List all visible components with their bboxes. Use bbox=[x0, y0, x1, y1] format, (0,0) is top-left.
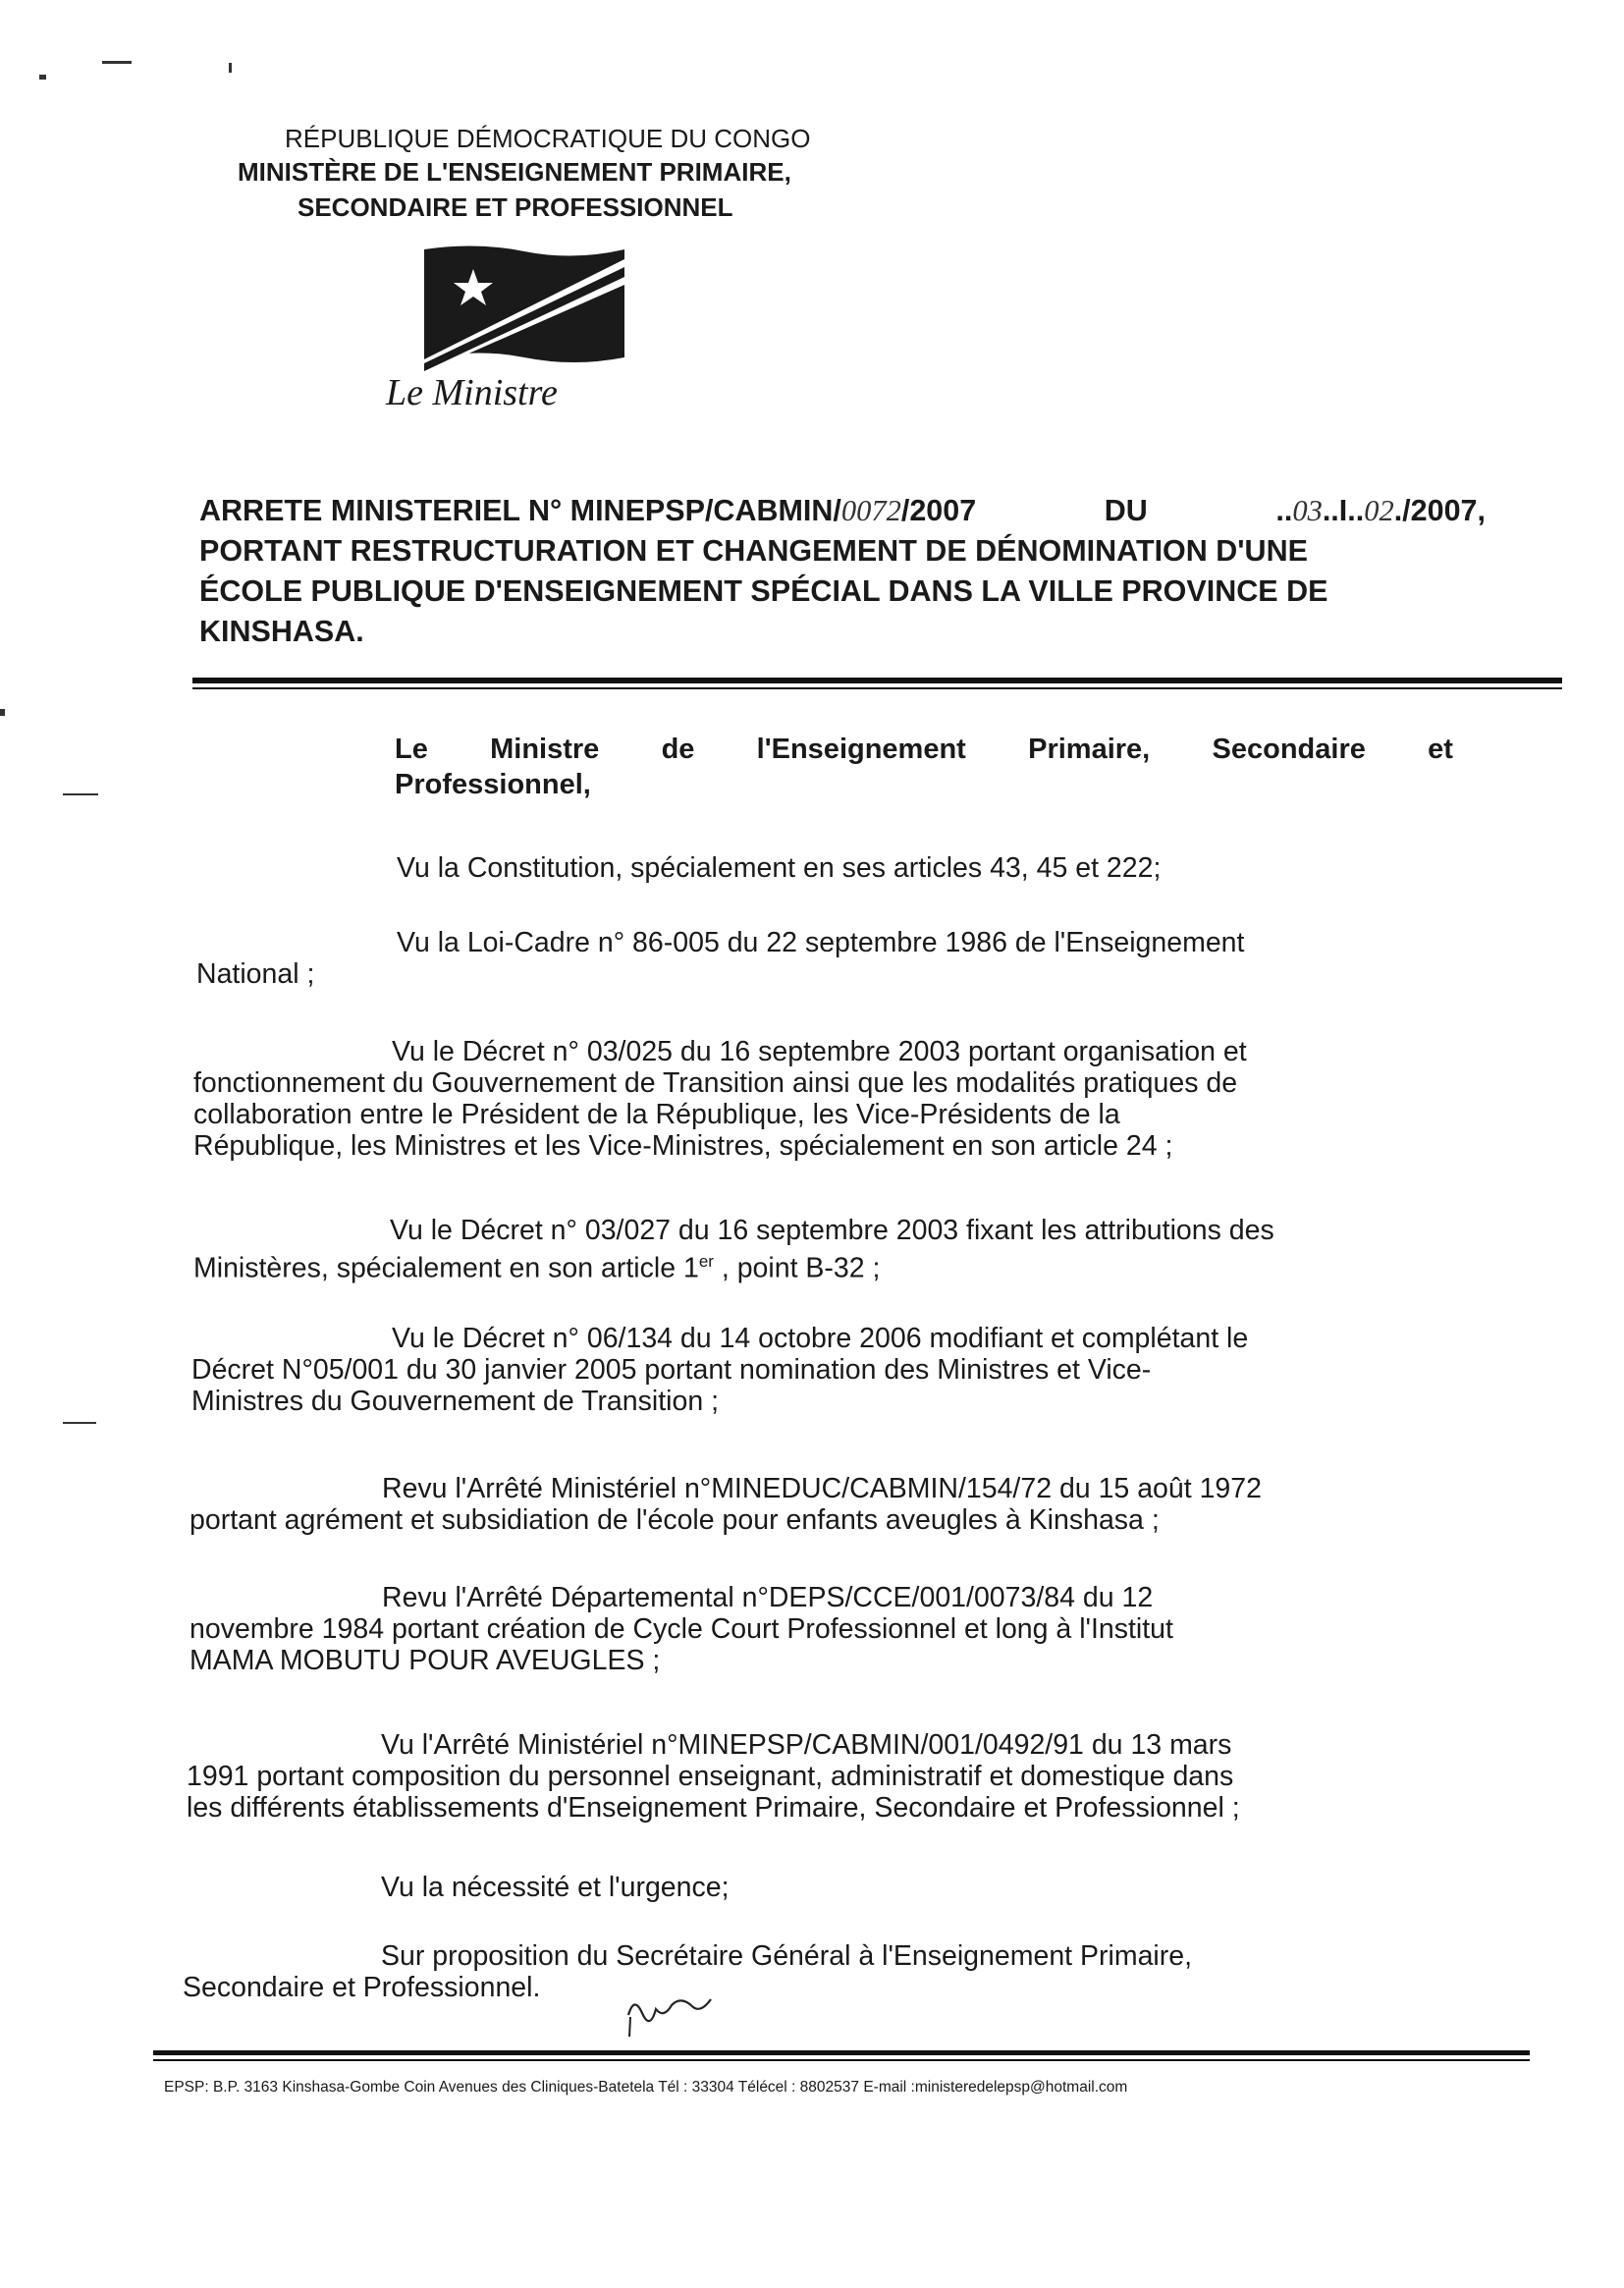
decree-title bbox=[199, 491, 1486, 652]
recital-decret-03-025: Vu le Décret n° 03/025 du 16 septembre 2003 portant organisation et fonctionnement du Gouvernement de Transition ainsi que les modalités pratiques de collaboration entre le Président de la République, les Vice-Présidents de la République, les Ministres et les Vice-Ministres, spécialement en son article 24 ; bbox=[193, 1036, 1247, 1162]
scan-speck bbox=[102, 61, 132, 64]
country-name: RÉPUBLIQUE DÉMOCRATIQUE DU CONGO bbox=[285, 124, 811, 153]
date-year: /2007, bbox=[1402, 494, 1486, 527]
decree-date: ..03..I..02./2007, bbox=[1275, 494, 1486, 527]
issuer-line-1: Le Ministre de l'Enseignement Primaire, Secondaire et bbox=[395, 734, 1453, 765]
title-divider-thin bbox=[192, 687, 1562, 689]
scan-speck bbox=[63, 1422, 96, 1424]
minister-label: Le Ministre bbox=[386, 372, 558, 413]
recital-loi-cadre-line1: Vu la Loi-Cadre n° 86-005 du 22 septembre 1986 de l'Enseignement bbox=[397, 927, 1245, 958]
footer-divider bbox=[153, 2050, 1530, 2055]
recital-arrete-deps: Revu l'Arrêté Départemental n°DEPS/CCE/001/0073/84 du 12 novembre 1984 portant création de Cycle Court Professionnel et long à l'Institut MAMA MOBUTU POUR AVEUGLES ; bbox=[189, 1582, 1173, 1676]
decree-number bbox=[199, 491, 976, 531]
ministry-name-line1: MINISTÈRE DE L'ENSEIGNEMENT PRIMAIRE, bbox=[238, 157, 791, 187]
recital-loi-cadre-line2: National ; bbox=[196, 958, 315, 990]
drc-flag-icon bbox=[416, 242, 630, 377]
scan-speck bbox=[63, 793, 98, 795]
recital-arrete-0492-91: Vu l'Arrêté Ministériel n°MINEPSP/CABMIN/001/0492/91 du 13 mars 1991 portant composition du personnel enseignant, administratif et domestique dans les différents établissements d'Enseignement Primaire, Secondaire et Professionnel ; bbox=[187, 1729, 1240, 1824]
scan-speck bbox=[229, 63, 232, 73]
title-line-2: PORTANT RESTRUCTURATION ET CHANGEMENT DE DÉNOMINATION D'UNE bbox=[199, 534, 1308, 568]
ministry-name-line2: SECONDAIRE ET PROFESSIONNEL bbox=[298, 192, 733, 222]
recital-decret-06-134: Vu le Décret n° 06/134 du 14 octobre 2006 modifiant et complétant le Décret N°05/001 du 30 janvier 2005 portant nomination des Ministres et Vice- Ministres du Gouvernement de Transition ; bbox=[191, 1323, 1249, 1417]
decree-prefix: ARRETE MINISTERIEL N° MINEPSP/CABMIN/ bbox=[199, 494, 841, 527]
title-line-1 bbox=[199, 491, 1486, 531]
footer-divider-thin bbox=[153, 2059, 1530, 2061]
scan-speck bbox=[39, 75, 46, 80]
recital-arrete-154-72: Revu l'Arrêté Ministériel n°MINEDUC/CABMIN/154/72 du 15 août 1972 portant agrément et subsidiation de l'école pour enfants aveugles à Kinshasa ; bbox=[189, 1473, 1262, 1536]
title-line-4: KINSHASA. bbox=[199, 615, 364, 648]
scan-speck bbox=[0, 709, 5, 716]
recital-constitution: Vu la Constitution, spécialement en ses articles 43, 45 et 222; bbox=[397, 852, 1162, 884]
title-line-3: ÉCOLE PUBLIQUE D'ENSEIGNEMENT SPÉCIAL DANS LA VILLE PROVINCE DE bbox=[199, 574, 1328, 608]
recital-decret-03-027: Vu le Décret n° 03/027 du 16 septembre 2003 fixant les attributions des Ministères, spécialement en son article 1er , point B-32 ; bbox=[193, 1215, 1274, 1284]
handwritten-day: 03 bbox=[1292, 494, 1323, 527]
handwritten-month: 02 bbox=[1364, 494, 1394, 527]
du-label: DU bbox=[1104, 494, 1148, 527]
handwritten-number: 0072 bbox=[840, 494, 901, 527]
issuer-line-2: Professionnel, bbox=[395, 769, 591, 800]
footer-contact: EPSP: B.P. 3163 Kinshasa-Gombe Coin Avenues des Cliniques-Batetela Tél : 33304 Télécel : 8802537 E-mail :ministeredelepsp@hotmail.com bbox=[164, 2079, 1128, 2096]
initials-signature bbox=[624, 1986, 715, 2043]
decree-year: /2007 bbox=[900, 494, 977, 527]
recital-proposal: Sur proposition du Secrétaire Général à l'Enseignement Primaire, Secondaire et Professionnel. bbox=[183, 1940, 1193, 2003]
issuer-statement bbox=[395, 732, 1453, 802]
title-divider bbox=[192, 678, 1562, 683]
recital-urgency: Vu la nécessité et l'urgence; bbox=[381, 1872, 730, 1903]
